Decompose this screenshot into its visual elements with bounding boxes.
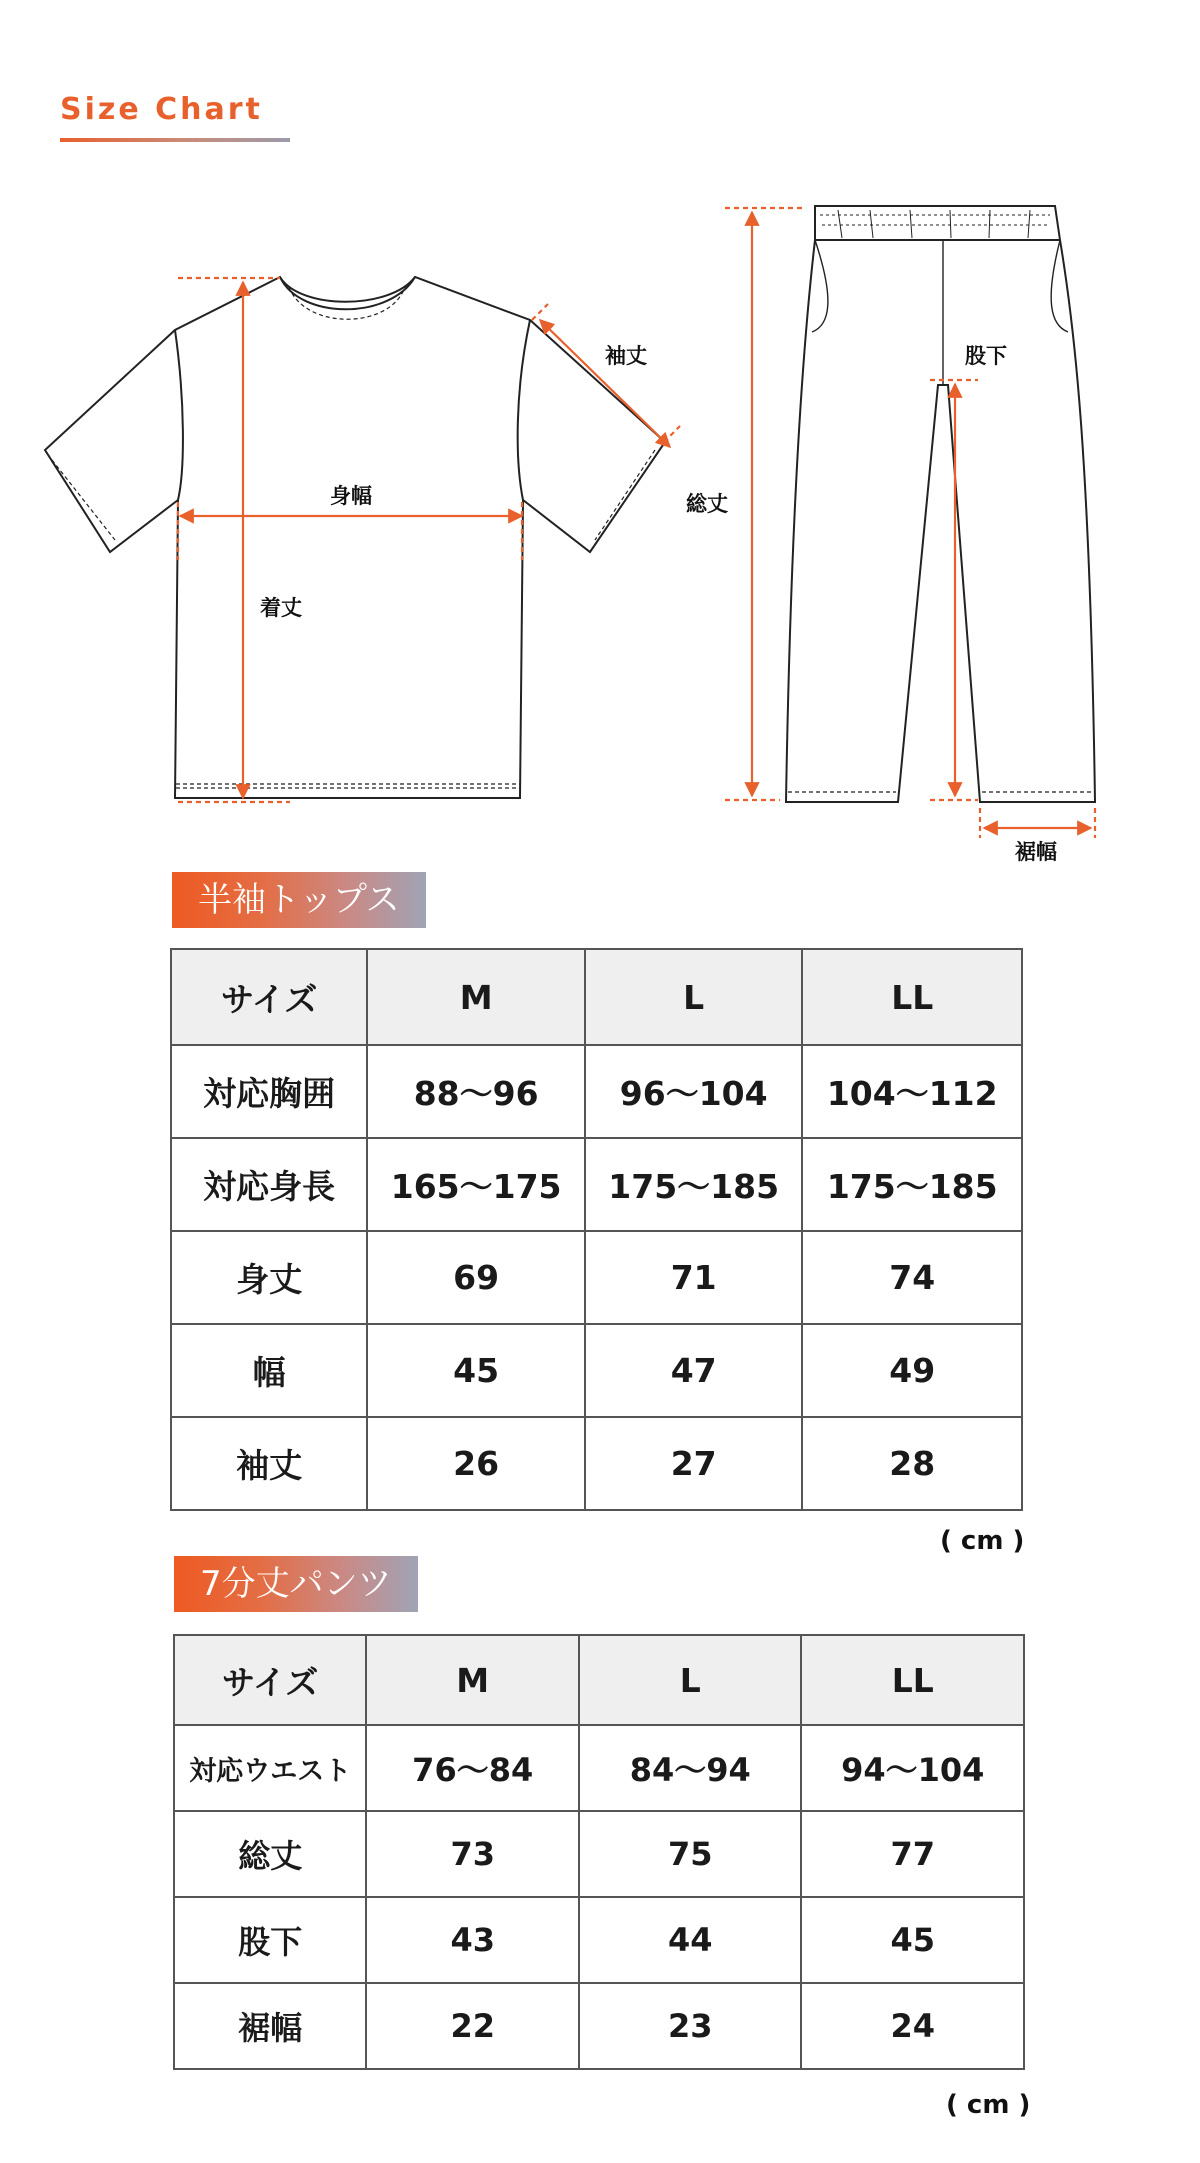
table-cell: 165〜175 — [367, 1138, 585, 1231]
table-header-cell: L — [579, 1635, 802, 1725]
table-cell: 49 — [802, 1324, 1022, 1417]
row-label: 身丈 — [171, 1231, 367, 1324]
table-cell: 75 — [579, 1811, 802, 1897]
table-cell: 45 — [367, 1324, 585, 1417]
table-header-cell: LL — [801, 1635, 1024, 1725]
label-body-length: 着丈 — [260, 596, 302, 620]
table-header-cell: L — [585, 949, 803, 1045]
tshirt-icon — [45, 277, 665, 798]
table-cell: 26 — [367, 1417, 585, 1510]
row-label: 総丈 — [174, 1811, 366, 1897]
table-cell: 77 — [801, 1811, 1024, 1897]
table-cell: 22 — [366, 1983, 579, 2069]
table-cell: 84〜94 — [579, 1725, 802, 1811]
table-row — [171, 1324, 1022, 1417]
row-label: 対応身長 — [171, 1138, 367, 1231]
garment-diagram — [0, 180, 1200, 880]
table-row — [174, 1897, 1024, 1983]
table-cell: 28 — [802, 1417, 1022, 1510]
table-cell: 69 — [367, 1231, 585, 1324]
table-cell: 175〜185 — [802, 1138, 1022, 1231]
table-cell: 96〜104 — [585, 1045, 803, 1138]
table-cell: 23 — [579, 1983, 802, 2069]
table-cell: 27 — [585, 1417, 803, 1510]
row-label: 袖丈 — [171, 1417, 367, 1510]
title-underline — [60, 138, 290, 142]
pants-size-table — [173, 1634, 1025, 2070]
table-cell: 94〜104 — [801, 1725, 1024, 1811]
table-cell: 45 — [801, 1897, 1024, 1983]
table-header-cell: LL — [802, 949, 1022, 1045]
table-row — [171, 1231, 1022, 1324]
table-cell: 74 — [802, 1231, 1022, 1324]
label-inseam: 股下 — [965, 344, 1007, 368]
table-cell: 175〜185 — [585, 1138, 803, 1231]
label-hem-width: 裾幅 — [1015, 840, 1057, 864]
table-row — [174, 1811, 1024, 1897]
table-cell: 73 — [366, 1811, 579, 1897]
label-sleeve-length: 袖丈 — [605, 344, 647, 368]
table-row — [174, 1983, 1024, 2069]
table-cell: 104〜112 — [802, 1045, 1022, 1138]
table-header-cell: M — [367, 949, 585, 1045]
row-label: 股下 — [174, 1897, 366, 1983]
table-cell: 43 — [366, 1897, 579, 1983]
table-cell: 44 — [579, 1897, 802, 1983]
row-label: 裾幅 — [174, 1983, 366, 2069]
label-body-width: 身幅 — [330, 484, 372, 508]
row-label: 対応胸囲 — [171, 1045, 367, 1138]
table-row — [171, 1045, 1022, 1138]
tops-section-title: 半袖トップス — [172, 872, 426, 928]
table-cell: 47 — [585, 1324, 803, 1417]
table-row — [174, 1725, 1024, 1811]
pants-icon — [786, 206, 1095, 802]
row-label: 対応ウエスト — [174, 1725, 366, 1811]
table-header-row — [174, 1635, 1024, 1725]
tops-unit: ( cm ) — [940, 1526, 1025, 1556]
table-header-cell: サイズ — [174, 1635, 366, 1725]
page-title: Size Chart — [60, 92, 263, 127]
table-row — [171, 1417, 1022, 1510]
table-cell: 24 — [801, 1983, 1024, 2069]
table-cell: 71 — [585, 1231, 803, 1324]
pants-unit: ( cm ) — [946, 2090, 1031, 2120]
tops-size-table — [170, 948, 1023, 1511]
table-header-cell: M — [366, 1635, 579, 1725]
table-cell: 76〜84 — [366, 1725, 579, 1811]
table-header-cell: サイズ — [171, 949, 367, 1045]
table-row — [171, 1138, 1022, 1231]
table-cell: 88〜96 — [367, 1045, 585, 1138]
pants-section-title: 7分丈パンツ — [174, 1556, 418, 1612]
table-header-row — [171, 949, 1022, 1045]
row-label: 幅 — [171, 1324, 367, 1417]
label-total-length: 総丈 — [686, 492, 728, 516]
